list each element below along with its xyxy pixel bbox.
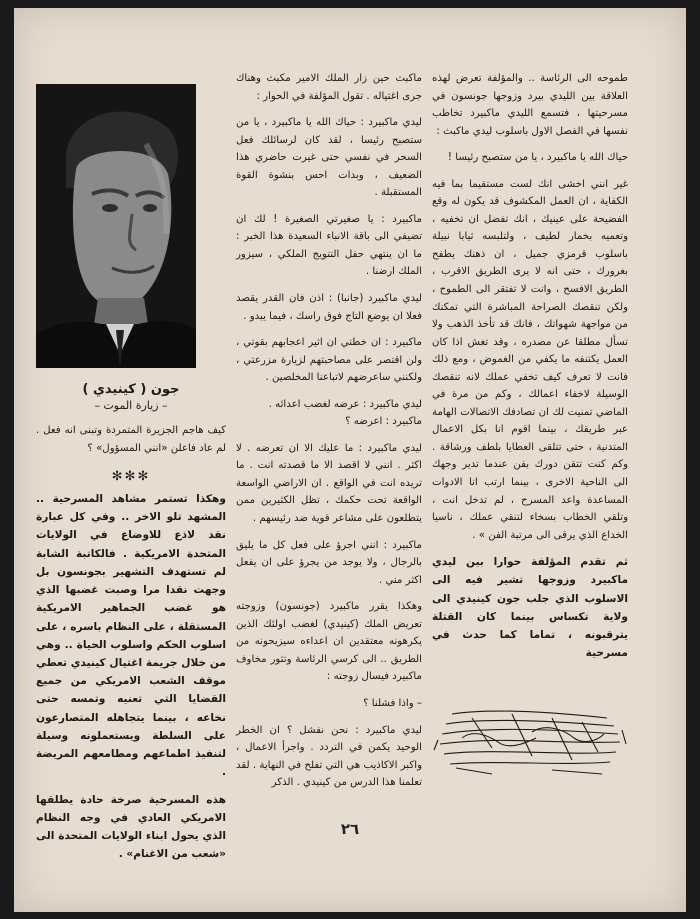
paragraph: – واذا فشلنا ؟ — [363, 697, 422, 709]
bold-paragraph: هذه المسرحية صرخة حادة يطلقها الامريكي العادي في وجه النظام الذي يحول ابناء الولايات المتحدة الى «شعب من الاغنام» . — [36, 793, 226, 861]
paragraph: كيف هاجم الجزيرة المتمردة وتبنى انه فعل . لم عاد فاعلن «انني المسؤول» ؟ — [36, 425, 226, 454]
paragraph: حياك الله يا ماكبيرد ، يا من ستصبح رئيسا ! — [447, 152, 628, 164]
page-number: ٢٦ — [340, 820, 360, 838]
text-column-left — [36, 490, 226, 872]
photo-caption — [36, 382, 226, 412]
paragraph: ليدي ماكبيرد : حياك الله يا ماكبيرد ، يا من ستصبح رئيسا ، لقد كان لرسائلك فعل السحر في نفسي حتى غيرت حاضري هذا الضعيف ، وبدات احس بنشوة القوة المستقبلة . — [236, 117, 422, 199]
paragraph: ليدي ماكبيرد (جانبا) : اذن فان القدر يقصد فعلا ان يوضع التاج فوق راسك ، فيما يبدو . — [236, 293, 422, 322]
paragraph: ماكبيرد : ان خطتي ان اثير اعجابهم بقوتي ، ولن اقتصر على مصاحبتهم لزيارة مزرعتي ، ولكنني ساعرضهم لاتباعنا المخلصين . — [236, 337, 422, 384]
portrait-photo — [36, 84, 196, 368]
caption-subtitle: – زيارة الموت – — [94, 399, 168, 412]
sketch-illustration — [432, 704, 628, 778]
bold-paragraph: وهكذا تستمر مشاهد المسرحية .. المشهد تلو الاخر .. وفي كل عبارة نقد لاذع للاوضاع في الولايات المتحدة الامريكية . فالكاتبة الشابة لم تستهدف التشهير بجونسون بل وجهت نقدا مرا وصبت غضبها الذي هو غضب الجماهير الامريكية المستقلة ، على النظام باسره ، على اسلوب الحكم واسلوب الحياة .. وهي من خلال جريمة اغتيال كينيدي تعطي موقف الشعب الامريكي من جميع القضايا التي تعنيه وتمسه حتى نخاعه ، بينما يتجاهله المتصارعون على السلطة ويستعملونه وسيلة لتنفيذ اطماعهم ومطامعهم المريضة . — [36, 493, 226, 779]
bold-paragraph: ثم تقدم المؤلفة حوارا بين ليدي ماكبيرد وزوجها تشير فيه الى الاسلوب الذي جلب جون كينيدي الى ولاية تكساس بينما كان القتلة يترقبونه ، تماما كما حدث في مسرحية — [432, 556, 628, 660]
paragraph: ليدي ماكبيرد : عرضه لغضب اعدائه . — [268, 398, 422, 410]
paragraph: طموحه الى الرئاسة .. والمؤلفة تعرض لهذه العلاقة بين الليدي بيرد وزوجها جونسون في مسرحيتها ، فتسمع الليدي ماكبيرد تخاطب نفسها في الفصل الاول باسلوب ليدي ماكبث : — [432, 73, 628, 137]
text-column-left-top — [36, 422, 226, 466]
paragraph: ماكبيرد : يا صغيرتي الصغيرة ! لك ان تضيفي الى باقة الانباء السعيدة هذا الخبر : ما ان ينتهي حفل التتويج الملكي ، سيزور الملك ارضنا . — [236, 213, 422, 278]
portrait-image — [36, 84, 196, 368]
caption-title: جون ( كينيدي ) — [82, 382, 180, 397]
text-column-right — [432, 70, 628, 672]
paragraph: ماكبيرد : اعرضه ؟ — [345, 416, 422, 428]
paragraph: وهكذا يقرر ماكبيرد (جونسون) وزوجته تعريض الملك (كينيدي) لغضب اولئك الذين يكرهونه معتقدين ان اعداءه سيزيحونه من الطريق .. الى كرسي الرئاسة وتثور مخاوف ماكبيرد فيسال زوجته : — [236, 601, 422, 683]
magazine-page — [14, 8, 686, 912]
paragraph: ليدي ماكبيرد : ما عليك الا ان تعرضه . لا اكثر . انني لا اقصد الا ما قصدته انت . ما تريده انت في الواقع . ان الاراضي الواسعة الواقعة تحت حكمك ، تظل الكثيرين ممن يتطلعون على مشاعر قوية ضد رئيسهم . — [236, 442, 422, 525]
section-divider-stars: ✻✻✻ — [111, 469, 151, 484]
paragraph: ماكبث حين زار الملك الامير مكبث وهناك جرى اغتياله . تقول المؤلفة في الحوار : — [236, 73, 422, 102]
paragraph: ماكبيرد : انني اجرؤ على فعل كل ما يليق بالرجال ، ولا يوجد من يجرؤ على ان يفعل اكثر مني . — [236, 539, 422, 586]
paragraph: غير انني اخشى انك لست مستقيما بما فيه الكفاية ، ان العمل المكشوف قد يكون له وقع الفضيحة على عينيك ، انك تفضل ان تخفيه ، وتعميه بخمار لطيف ، ولتلبسه ثيابا نبيلة باسلوب قرمزي جميل ، ان ذهنك يطفح بغرورك ، حتى انه لا يرى الطريق الاقرب ، الطريق الافسح ، وانت لا تفتقر الى الطموح ، ولكن تنقصك الصراحة المباشرة التي تمكنك من مواجهة شهواتك ، فانك قد تأخذ الذهب ولا تسأل مطلقا عن مصدره ، وقد تغش اذا كان العمل يكتنفه ما يكفي من الغموض ، ومع ذلك فانت لا تعرف كيف تخفي عملك لانه تنقصك الوسيلة لاخفاء اعمالك ، وكم من مرة في الماضي تمنيت لك ان تصادفك الاتصالات الهامة عبر طريقك ، بينما اقوم انا بكل الاعمال المتدنية ، حتى تتلقى العطايا بلطف ورشاقة . وكم كنت تتقن دورك بفن عندما تدير وجهك الى الناحية الاخرى ، بينما ارتب انا الادوات المساعدة واعد المسرح ، لم تدخل انت ، وتلقي الخطاب بسخاء لتنقي عملك ، ناسيا الخداع الذي يرقى الى مرتبة الفن » . — [432, 178, 628, 541]
paragraph: ليدي ماكبيرد : نحن نفشل ؟ ان الخطر الوحيد يكمن في التردد . واجرأ الاعمال ، واكبر الاكاذيب هي التي تفلح في النهاية . لقد تعلمنا هذا الدرس من كينيدي . الذكر — [236, 724, 422, 789]
text-column-middle — [236, 70, 422, 801]
